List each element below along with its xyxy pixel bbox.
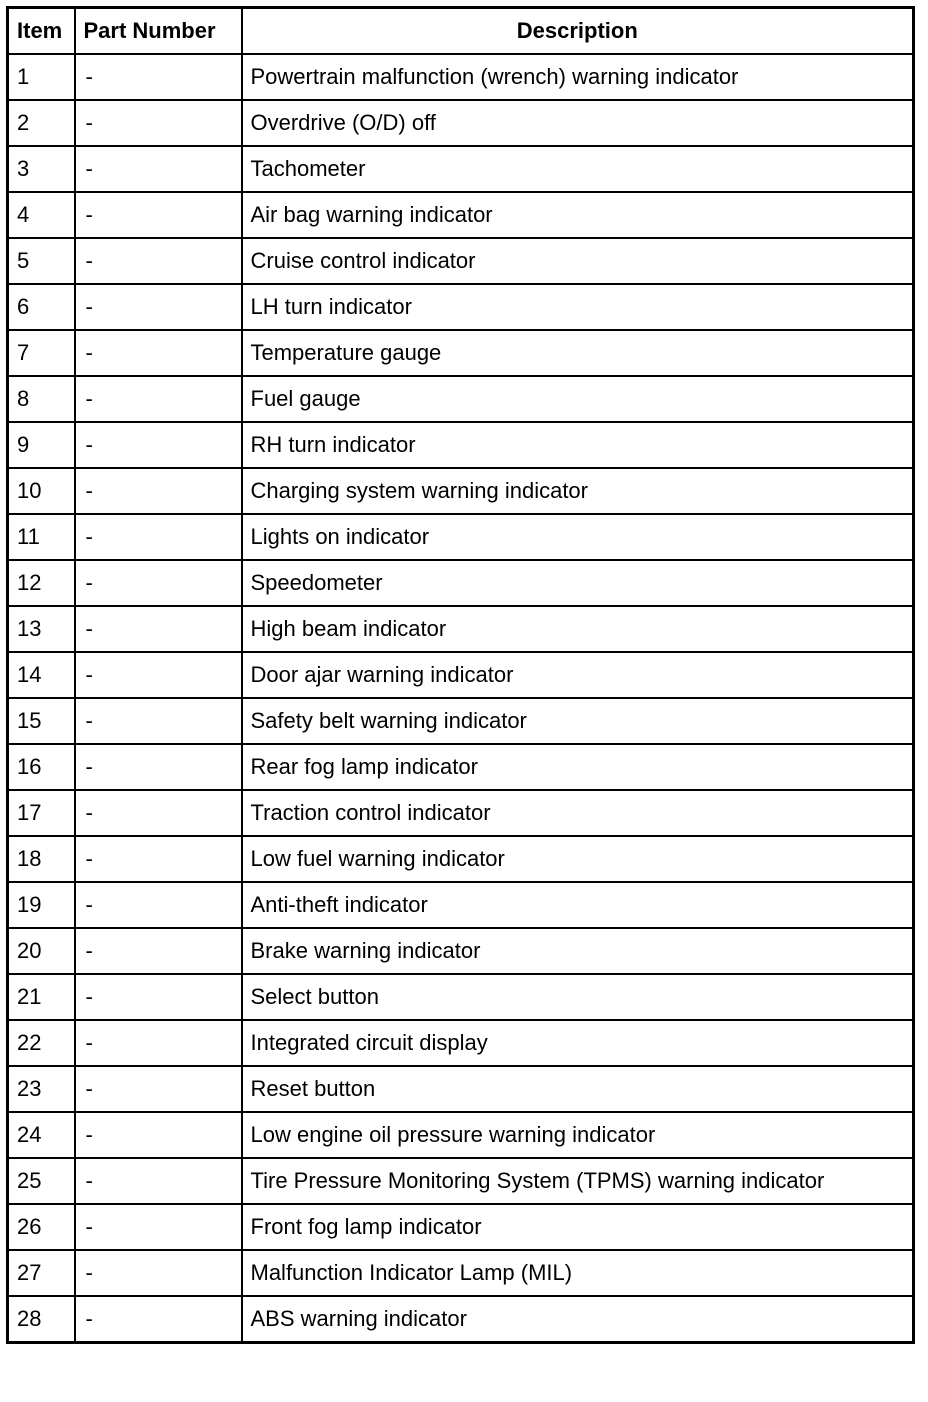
cell-item: 13	[8, 606, 75, 652]
cell-part-number: -	[75, 1020, 242, 1066]
cell-part-number: -	[75, 790, 242, 836]
table-row	[8, 422, 914, 468]
header-description: Description	[242, 8, 914, 55]
cell-part-number: -	[75, 1296, 242, 1343]
cell-description: RH turn indicator	[242, 422, 914, 468]
cell-description: Door ajar warning indicator	[242, 652, 914, 698]
cell-item: 16	[8, 744, 75, 790]
cell-description: Rear fog lamp indicator	[242, 744, 914, 790]
cell-item: 10	[8, 468, 75, 514]
cell-part-number: -	[75, 146, 242, 192]
cell-part-number: -	[75, 376, 242, 422]
cell-item: 7	[8, 330, 75, 376]
cell-description: Fuel gauge	[242, 376, 914, 422]
table-row	[8, 238, 914, 284]
cell-part-number: -	[75, 744, 242, 790]
cell-description: High beam indicator	[242, 606, 914, 652]
cell-item: 6	[8, 284, 75, 330]
cell-part-number: -	[75, 606, 242, 652]
cell-part-number: -	[75, 974, 242, 1020]
cell-part-number: -	[75, 514, 242, 560]
cell-item: 3	[8, 146, 75, 192]
cell-part-number: -	[75, 192, 242, 238]
table-row	[8, 468, 914, 514]
table-row	[8, 1066, 914, 1112]
cell-description: Powertrain malfunction (wrench) warning indicator	[242, 54, 914, 100]
table-row	[8, 790, 914, 836]
cell-part-number: -	[75, 1250, 242, 1296]
cell-part-number: -	[75, 468, 242, 514]
cell-item: 18	[8, 836, 75, 882]
cell-item: 4	[8, 192, 75, 238]
cell-description: Malfunction Indicator Lamp (MIL)	[242, 1250, 914, 1296]
table-row	[8, 1158, 914, 1204]
cell-item: 20	[8, 928, 75, 974]
cell-part-number: -	[75, 1158, 242, 1204]
cell-part-number: -	[75, 652, 242, 698]
cell-description: Reset button	[242, 1066, 914, 1112]
cell-description: Air bag warning indicator	[242, 192, 914, 238]
table-row	[8, 836, 914, 882]
table-row	[8, 146, 914, 192]
header-row	[8, 8, 914, 55]
cell-part-number: -	[75, 1066, 242, 1112]
cell-description: Tire Pressure Monitoring System (TPMS) warning indicator	[242, 1158, 914, 1204]
table-row	[8, 928, 914, 974]
parts-table	[6, 6, 915, 1344]
cell-description: ABS warning indicator	[242, 1296, 914, 1343]
cell-item: 2	[8, 100, 75, 146]
cell-item: 12	[8, 560, 75, 606]
cell-part-number: -	[75, 54, 242, 100]
table-row	[8, 284, 914, 330]
cell-part-number: -	[75, 560, 242, 606]
table-row	[8, 1250, 914, 1296]
table-row	[8, 1020, 914, 1066]
table-row	[8, 698, 914, 744]
cell-description: Lights on indicator	[242, 514, 914, 560]
cell-description: Integrated circuit display	[242, 1020, 914, 1066]
table-row	[8, 100, 914, 146]
cell-part-number: -	[75, 100, 242, 146]
cell-item: 21	[8, 974, 75, 1020]
cell-item: 26	[8, 1204, 75, 1250]
cell-description: Tachometer	[242, 146, 914, 192]
cell-part-number: -	[75, 238, 242, 284]
cell-part-number: -	[75, 698, 242, 744]
cell-item: 27	[8, 1250, 75, 1296]
cell-item: 17	[8, 790, 75, 836]
header-item: Item	[8, 8, 75, 55]
cell-description: Front fog lamp indicator	[242, 1204, 914, 1250]
cell-item: 25	[8, 1158, 75, 1204]
cell-part-number: -	[75, 928, 242, 974]
table-row	[8, 652, 914, 698]
cell-item: 11	[8, 514, 75, 560]
cell-description: Charging system warning indicator	[242, 468, 914, 514]
cell-item: 5	[8, 238, 75, 284]
table-row	[8, 560, 914, 606]
cell-item: 1	[8, 54, 75, 100]
cell-description: Low engine oil pressure warning indicator	[242, 1112, 914, 1158]
cell-item: 24	[8, 1112, 75, 1158]
cell-part-number: -	[75, 882, 242, 928]
table-row	[8, 974, 914, 1020]
cell-part-number: -	[75, 330, 242, 376]
table-body	[8, 54, 914, 1343]
table-row	[8, 192, 914, 238]
cell-description: Cruise control indicator	[242, 238, 914, 284]
table-row	[8, 744, 914, 790]
table-row	[8, 1112, 914, 1158]
cell-part-number: -	[75, 1112, 242, 1158]
table-row	[8, 606, 914, 652]
cell-description: Traction control indicator	[242, 790, 914, 836]
cell-item: 28	[8, 1296, 75, 1343]
table-row	[8, 1204, 914, 1250]
table-row	[8, 376, 914, 422]
cell-description: Anti-theft indicator	[242, 882, 914, 928]
cell-item: 23	[8, 1066, 75, 1112]
table-row	[8, 330, 914, 376]
cell-description: LH turn indicator	[242, 284, 914, 330]
table-row	[8, 54, 914, 100]
header-part-number: Part Number	[75, 8, 242, 55]
cell-item: 9	[8, 422, 75, 468]
cell-item: 14	[8, 652, 75, 698]
table-row	[8, 514, 914, 560]
cell-description: Temperature gauge	[242, 330, 914, 376]
cell-description: Speedometer	[242, 560, 914, 606]
cell-item: 8	[8, 376, 75, 422]
cell-item: 22	[8, 1020, 75, 1066]
cell-description: Brake warning indicator	[242, 928, 914, 974]
cell-description: Overdrive (O/D) off	[242, 100, 914, 146]
table-row	[8, 1296, 914, 1343]
cell-description: Select button	[242, 974, 914, 1020]
cell-part-number: -	[75, 1204, 242, 1250]
cell-part-number: -	[75, 836, 242, 882]
cell-item: 19	[8, 882, 75, 928]
cell-part-number: -	[75, 284, 242, 330]
cell-item: 15	[8, 698, 75, 744]
cell-description: Safety belt warning indicator	[242, 698, 914, 744]
table-row	[8, 882, 914, 928]
cell-part-number: -	[75, 422, 242, 468]
cell-description: Low fuel warning indicator	[242, 836, 914, 882]
